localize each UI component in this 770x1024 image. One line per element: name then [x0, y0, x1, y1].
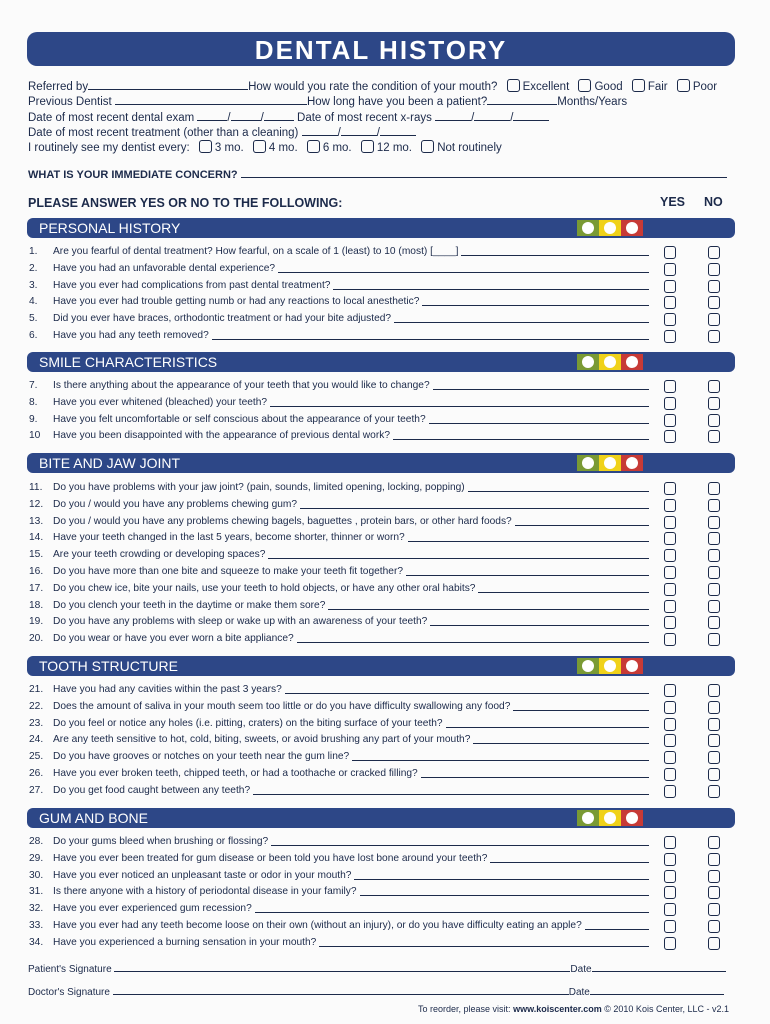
freq-4mo-checkbox[interactable]: [253, 140, 266, 153]
yes-checkbox[interactable]: [664, 532, 676, 545]
red-light-icon: [621, 810, 643, 826]
traffic-light-indicator: [577, 658, 643, 674]
section-header: [27, 453, 735, 473]
question-number: 18.: [29, 599, 44, 611]
footer-prefix: To reorder, please visit:: [418, 1004, 511, 1014]
question-text: Have you ever been treated for gum disease or been told you have lost bone around your teeth?: [53, 852, 488, 864]
question-text: Have you felt uncomfortable or self conscious about the appearance of your teeth?: [53, 413, 426, 425]
no-checkbox[interactable]: [708, 296, 720, 309]
question-number: 4.: [29, 296, 38, 308]
no-checkbox[interactable]: [708, 583, 720, 596]
doctor-signature-label: Doctor's Signature: [28, 987, 110, 998]
red-light-icon: [621, 455, 643, 471]
question-row: [29, 328, 649, 343]
question-text: Do your gums bleed when brushing or flossing?: [53, 836, 269, 847]
question-text: Do you / would you have any problems chewing gum?: [53, 498, 298, 510]
excellent-label: Excellent: [522, 81, 570, 93]
red-light-icon: [621, 354, 643, 370]
footer-url[interactable]: www.koiscenter.com: [513, 1004, 602, 1014]
question-row: [29, 480, 649, 495]
question-number: 25.: [29, 751, 44, 763]
answer-line[interactable]: [253, 794, 649, 795]
yes-checkbox[interactable]: [664, 397, 676, 410]
treatment-year-field[interactable]: [380, 124, 416, 136]
question-number: 6.: [29, 330, 38, 341]
yes-checkbox[interactable]: [664, 380, 676, 393]
traffic-light-indicator: [577, 354, 643, 370]
immediate-concern-field[interactable]: [241, 166, 727, 178]
yes-checkbox[interactable]: [664, 313, 676, 326]
question-row: [29, 716, 649, 731]
question-text: Have you had any cavities within the past 3 years?: [53, 684, 282, 695]
yes-checkbox[interactable]: [664, 836, 676, 849]
answer-line[interactable]: [212, 339, 649, 340]
question-row: [29, 261, 649, 276]
xray-day-field[interactable]: [474, 109, 510, 121]
no-checkbox[interactable]: [708, 785, 720, 798]
answer-line[interactable]: [468, 491, 649, 492]
answer-line[interactable]: [354, 879, 649, 880]
yes-checkbox[interactable]: [664, 482, 676, 495]
fair-label: Fair: [647, 81, 668, 93]
answer-line[interactable]: [490, 862, 649, 863]
question-row: [29, 581, 649, 596]
question-row: [29, 311, 649, 326]
question-number: 5.: [29, 313, 38, 325]
question-number: 22.: [29, 700, 44, 712]
question-text: Do you have more than one bite and squeeze to make your teeth fit together?: [53, 566, 403, 577]
answer-line[interactable]: [393, 439, 649, 440]
question-number: 21.: [29, 684, 44, 695]
previous-dentist-label: Previous Dentist: [28, 96, 112, 108]
question-text: Have you had an unfavorable dental experience?: [53, 262, 276, 274]
freq-6mo-checkbox[interactable]: [307, 140, 320, 153]
no-checkbox[interactable]: [708, 482, 720, 495]
answer-line[interactable]: [478, 592, 649, 593]
treatment-month-field[interactable]: [302, 124, 338, 136]
question-number: 24.: [29, 734, 44, 746]
xray-month-field[interactable]: [435, 109, 471, 121]
doctor-signature-line: [28, 983, 724, 998]
yes-checkbox[interactable]: [664, 414, 676, 427]
no-checkbox[interactable]: [708, 313, 720, 326]
freq-4mo-label: 4 mo.: [268, 142, 298, 154]
recent-treatment-line: Date of most recent treatment (other than a cleaning) / /: [28, 124, 416, 140]
answer-line[interactable]: [255, 912, 649, 913]
yes-checkbox[interactable]: [664, 516, 676, 529]
question-number: 29.: [29, 852, 44, 864]
answer-line[interactable]: [300, 508, 649, 509]
question-row: [29, 598, 649, 613]
doctor-date-field[interactable]: [590, 983, 724, 995]
question-number: 12.: [29, 498, 44, 510]
answer-line[interactable]: [430, 625, 649, 626]
question-row: [29, 395, 649, 410]
recent-treatment-label: Date of most recent treatment (other than a cleaning): [28, 127, 299, 139]
no-checkbox[interactable]: [708, 414, 720, 427]
no-checkbox[interactable]: [708, 263, 720, 276]
question-row: [29, 412, 649, 427]
question-row: [29, 514, 649, 529]
answer-line[interactable]: [515, 525, 649, 526]
section-header: [27, 218, 735, 238]
question-row: [29, 918, 649, 933]
no-checkbox[interactable]: [708, 280, 720, 293]
answer-line[interactable]: [268, 558, 649, 559]
question-number: 28.: [29, 836, 44, 847]
question-number: 13.: [29, 515, 44, 527]
no-checkbox[interactable]: [708, 768, 720, 781]
question-row: [29, 614, 649, 629]
green-light-icon: [577, 810, 599, 826]
question-number: 17.: [29, 582, 44, 594]
no-checkbox[interactable]: [708, 600, 720, 613]
good-label: Good: [594, 81, 623, 93]
question-row: [29, 783, 649, 798]
freq-12mo-label: 12 mo.: [376, 142, 412, 154]
yes-checkbox[interactable]: [664, 633, 676, 646]
immediate-concern-label: WHAT IS YOUR IMMEDIATE CONCERN?: [28, 169, 238, 181]
question-number: 7.: [29, 380, 38, 391]
green-light-icon: [577, 220, 599, 236]
question-text: Do you have problems with your jaw joint? (pain, sounds, limited opening, locking, popping): [53, 482, 465, 493]
routinely-see-label: I routinely see my dentist every:: [28, 142, 190, 154]
answer-line[interactable]: [319, 946, 649, 947]
no-checkbox[interactable]: [708, 549, 720, 562]
freq-6mo-label: 6 mo.: [322, 142, 352, 154]
section-title: BITE AND JAW JOINT: [39, 455, 181, 471]
question-text: Do you / would you have any problems chewing bagels, baguettes , protein bars, or other hard foods?: [53, 515, 512, 527]
yes-checkbox[interactable]: [664, 937, 676, 950]
yellow-light-icon: [599, 810, 621, 826]
exam-day-field[interactable]: [231, 109, 261, 121]
answer-line[interactable]: [297, 642, 649, 643]
no-checkbox[interactable]: [708, 330, 720, 343]
no-checkbox[interactable]: [708, 516, 720, 529]
answer-line[interactable]: [352, 760, 649, 761]
answer-line[interactable]: [421, 777, 649, 778]
question-number: 30.: [29, 869, 44, 881]
question-text: Have you ever noticed an unpleasant taste or odor in your mouth?: [53, 869, 352, 881]
question-text: Do you have any problems with sleep or wake up with an awareness of your teeth?: [53, 616, 428, 628]
no-checkbox[interactable]: [708, 397, 720, 410]
recent-xrays-label: Date of most recent x-rays: [297, 112, 432, 124]
section-header: [27, 808, 735, 828]
question-number: 1.: [29, 246, 38, 257]
yellow-light-icon: [599, 220, 621, 236]
question-number: 15.: [29, 549, 44, 561]
no-checkbox[interactable]: [708, 734, 720, 747]
question-text: Have you ever had trouble getting numb or had any reactions to local anesthetic?: [53, 296, 420, 308]
answer-line[interactable]: [328, 609, 649, 610]
footer: [418, 1004, 729, 1014]
no-column-header: NO: [704, 195, 723, 209]
previous-dentist-field[interactable]: [115, 93, 307, 105]
yes-checkbox[interactable]: [664, 263, 676, 276]
yes-checkbox[interactable]: [664, 296, 676, 309]
question-row: [29, 935, 649, 950]
question-row: [29, 547, 649, 562]
immediate-concern-line: [28, 166, 727, 181]
question-number: 8.: [29, 396, 38, 408]
please-answer-heading: PLEASE ANSWER YES OR NO TO THE FOLLOWING:: [28, 196, 343, 210]
question-text: Do you get food caught between any teeth?: [53, 784, 251, 796]
question-text: Is there anyone with a history of periodontal disease in your family?: [53, 886, 357, 898]
yellow-light-icon: [599, 354, 621, 370]
yes-checkbox[interactable]: [664, 549, 676, 562]
question-text: Have you experienced a burning sensation in your mouth?: [53, 936, 317, 948]
answer-line[interactable]: [271, 845, 649, 846]
good-checkbox[interactable]: [578, 79, 591, 92]
section-title: GUM AND BONE: [39, 810, 148, 826]
yes-checkbox[interactable]: [664, 853, 676, 866]
poor-label: Poor: [692, 81, 718, 93]
yes-checkbox[interactable]: [664, 246, 676, 259]
green-light-icon: [577, 455, 599, 471]
previous-dentist-line: [28, 93, 627, 109]
question-text: Have your teeth changed in the last 5 years, become shorter, thinner or worn?: [53, 532, 405, 544]
months-years-label: Months/Years: [557, 96, 628, 108]
exam-year-field[interactable]: [264, 109, 294, 121]
freq-not-routinely-label: Not routinely: [437, 142, 502, 154]
doctor-date-label: Date: [568, 987, 590, 998]
question-number: 10: [29, 430, 41, 442]
yes-checkbox[interactable]: [664, 768, 676, 781]
yellow-light-icon: [599, 455, 621, 471]
no-checkbox[interactable]: [708, 566, 720, 579]
red-light-icon: [621, 220, 643, 236]
xray-year-field[interactable]: [513, 109, 549, 121]
no-checkbox[interactable]: [708, 380, 720, 393]
question-row: [29, 766, 649, 781]
yes-checkbox[interactable]: [664, 903, 676, 916]
footer-copyright: © 2010 Kois Center, LLC - v2.1: [604, 1004, 729, 1014]
patient-signature-line: [28, 960, 726, 975]
red-light-icon: [621, 658, 643, 674]
yes-checkbox[interactable]: [664, 886, 676, 899]
no-checkbox[interactable]: [708, 903, 720, 916]
question-number: 32.: [29, 903, 44, 915]
question-row: [29, 868, 649, 883]
doctor-signature-field[interactable]: [113, 983, 569, 995]
answer-line[interactable]: [461, 255, 649, 256]
answer-line[interactable]: [278, 272, 649, 273]
no-checkbox[interactable]: [708, 870, 720, 883]
yes-checkbox[interactable]: [664, 583, 676, 596]
routine-line: [28, 140, 502, 155]
yes-checkbox[interactable]: [664, 920, 676, 933]
section-header: [27, 352, 735, 372]
question-row: [29, 278, 649, 293]
yes-checkbox[interactable]: [664, 870, 676, 883]
traffic-light-indicator: [577, 455, 643, 471]
question-text: Do you have grooves or notches on your teeth near the gum line?: [53, 751, 350, 763]
question-number: 31.: [29, 886, 44, 898]
yes-checkbox[interactable]: [664, 600, 676, 613]
question-text: Do you chew ice, bite your nails, use your teeth to hold objects, or have any other oral habits?: [53, 582, 476, 594]
no-checkbox[interactable]: [708, 499, 720, 512]
question-row: [29, 851, 649, 866]
section-title: SMILE CHARACTERISTICS: [39, 354, 218, 370]
answer-line[interactable]: [394, 322, 649, 323]
yes-checkbox[interactable]: [664, 718, 676, 731]
patient-date-field[interactable]: [592, 960, 726, 972]
question-row: [29, 901, 649, 916]
yes-checkbox[interactable]: [664, 616, 676, 629]
no-checkbox[interactable]: [708, 751, 720, 764]
no-checkbox[interactable]: [708, 886, 720, 899]
no-checkbox[interactable]: [708, 616, 720, 629]
answer-line[interactable]: [433, 389, 649, 390]
question-text: Have you ever experienced gum recession?: [53, 903, 252, 915]
recent-exam-line: Date of most recent dental exam / / Date of most recent x-rays / /: [28, 109, 549, 125]
question-text: Have you had any teeth removed?: [53, 330, 209, 341]
question-row: [29, 428, 649, 443]
rate-condition-label: How would you rate the condition of your mouth?: [248, 81, 498, 93]
no-checkbox[interactable]: [708, 633, 720, 646]
question-number: 19.: [29, 616, 44, 628]
question-text: Have you ever whitened (bleached) your teeth?: [53, 396, 268, 408]
referred-rating-line: [28, 78, 717, 94]
question-text: Do you feel or notice any holes (i.e. pitting, craters) on the biting surface of your teeth?: [53, 717, 443, 729]
question-row: [29, 530, 649, 545]
referred-by-field[interactable]: [88, 78, 248, 90]
yellow-light-icon: [599, 658, 621, 674]
no-checkbox[interactable]: [708, 937, 720, 950]
question-text: Have you ever had any teeth become loose on their own (without an injury), or do you have difficulty eating an apple?: [53, 920, 582, 931]
answer-line[interactable]: [408, 541, 649, 542]
question-number: 23.: [29, 717, 44, 729]
patient-signature-label: Patient's Signature: [28, 964, 112, 975]
question-number: 9.: [29, 413, 38, 425]
traffic-light-indicator: [577, 810, 643, 826]
no-checkbox[interactable]: [708, 430, 720, 443]
question-text: Have you ever had complications from past dental treatment?: [53, 279, 331, 291]
how-long-field[interactable]: [487, 93, 557, 105]
yes-checkbox[interactable]: [664, 734, 676, 747]
yes-checkbox[interactable]: [664, 566, 676, 579]
question-text: Do you wear or have you ever worn a bite appliance?: [53, 633, 294, 645]
answer-line[interactable]: [585, 929, 649, 930]
answer-line[interactable]: [429, 423, 649, 424]
yes-checkbox[interactable]: [664, 701, 676, 714]
fair-checkbox[interactable]: [632, 79, 645, 92]
yes-checkbox[interactable]: [664, 785, 676, 798]
question-text: Are you fearful of dental treatment? How fearful, on a scale of 1 (least) to 10 (most) [____]: [53, 246, 459, 257]
question-text: Have you been disappointed with the appearance of previous dental work?: [53, 430, 390, 442]
answer-line[interactable]: [285, 693, 649, 694]
question-row: [29, 699, 649, 714]
recent-exam-label: Date of most recent dental exam: [28, 112, 195, 124]
question-text: Have you ever broken teeth, chipped teeth, or had a toothache or cracked filling?: [53, 768, 418, 779]
yes-column-header: YES: [660, 195, 686, 209]
question-number: 33.: [29, 920, 44, 931]
question-text: Are your teeth crowding or developing spaces?: [53, 549, 266, 561]
section-title: TOOTH STRUCTURE: [39, 658, 178, 674]
yes-checkbox[interactable]: [664, 751, 676, 764]
question-row: [29, 682, 649, 697]
question-number: 27.: [29, 784, 44, 796]
question-row: [29, 631, 649, 646]
no-checkbox[interactable]: [708, 853, 720, 866]
question-row: [29, 834, 649, 849]
no-checkbox[interactable]: [708, 532, 720, 545]
freq-not-routinely-checkbox[interactable]: [421, 140, 434, 153]
question-row: [29, 749, 649, 764]
excellent-checkbox[interactable]: [507, 79, 520, 92]
answer-line[interactable]: [360, 895, 649, 896]
section-title: PERSONAL HISTORY: [39, 220, 181, 236]
question-text: Does the amount of saliva in your mouth seem too little or do you have difficulty swallowing any food?: [53, 700, 511, 712]
question-number: 3.: [29, 279, 38, 291]
answer-line[interactable]: [270, 406, 649, 407]
question-text: Did you ever have braces, orthodontic treatment or had your bite adjusted?: [53, 313, 392, 325]
question-row: [29, 564, 649, 579]
question-row: [29, 244, 649, 259]
exam-month-field[interactable]: [197, 109, 227, 121]
question-text: Do you clench your teeth in the daytime or make them sore?: [53, 599, 326, 611]
question-text: Is there anything about the appearance of your teeth that you would like to change?: [53, 380, 430, 391]
freq-3mo-checkbox[interactable]: [199, 140, 212, 153]
answer-line[interactable]: [422, 305, 649, 306]
question-number: 11.: [29, 482, 43, 493]
no-checkbox[interactable]: [708, 701, 720, 714]
freq-12mo-checkbox[interactable]: [361, 140, 374, 153]
page-title: DENTAL HISTORY: [27, 32, 735, 66]
question-number: 14.: [29, 532, 44, 544]
patient-signature-field[interactable]: [114, 960, 570, 972]
poor-checkbox[interactable]: [677, 79, 690, 92]
question-row: [29, 378, 649, 393]
yes-checkbox[interactable]: [664, 330, 676, 343]
answer-line[interactable]: [446, 727, 649, 728]
answer-line[interactable]: [406, 575, 649, 576]
question-number: 20.: [29, 633, 44, 645]
question-row: [29, 497, 649, 512]
section-header: [27, 656, 735, 676]
no-checkbox[interactable]: [708, 836, 720, 849]
answer-line[interactable]: [513, 710, 649, 711]
question-number: 26.: [29, 768, 44, 779]
freq-3mo-label: 3 mo.: [214, 142, 244, 154]
question-number: 16.: [29, 566, 44, 577]
patient-date-label: Date: [570, 964, 592, 975]
referred-by-label: Referred by: [28, 81, 89, 93]
no-checkbox[interactable]: [708, 684, 720, 697]
no-checkbox[interactable]: [708, 920, 720, 933]
question-number: 2.: [29, 262, 38, 274]
yes-checkbox[interactable]: [664, 430, 676, 443]
yes-checkbox[interactable]: [664, 684, 676, 697]
no-checkbox[interactable]: [708, 718, 720, 731]
answer-line[interactable]: [473, 743, 649, 744]
green-light-icon: [577, 658, 599, 674]
no-checkbox[interactable]: [708, 246, 720, 259]
question-row: [29, 294, 649, 309]
yes-checkbox[interactable]: [664, 499, 676, 512]
question-row: [29, 884, 649, 899]
yes-checkbox[interactable]: [664, 280, 676, 293]
green-light-icon: [577, 354, 599, 370]
how-long-label: How long have you been a patient?: [306, 96, 488, 108]
question-number: 34.: [29, 936, 44, 948]
question-text: Are any teeth sensitive to hot, cold, biting, sweets, or avoid brushing any part of your mouth?: [53, 734, 471, 746]
treatment-day-field[interactable]: [341, 124, 377, 136]
answer-line[interactable]: [333, 289, 649, 290]
question-row: [29, 732, 649, 747]
traffic-light-indicator: [577, 220, 643, 236]
